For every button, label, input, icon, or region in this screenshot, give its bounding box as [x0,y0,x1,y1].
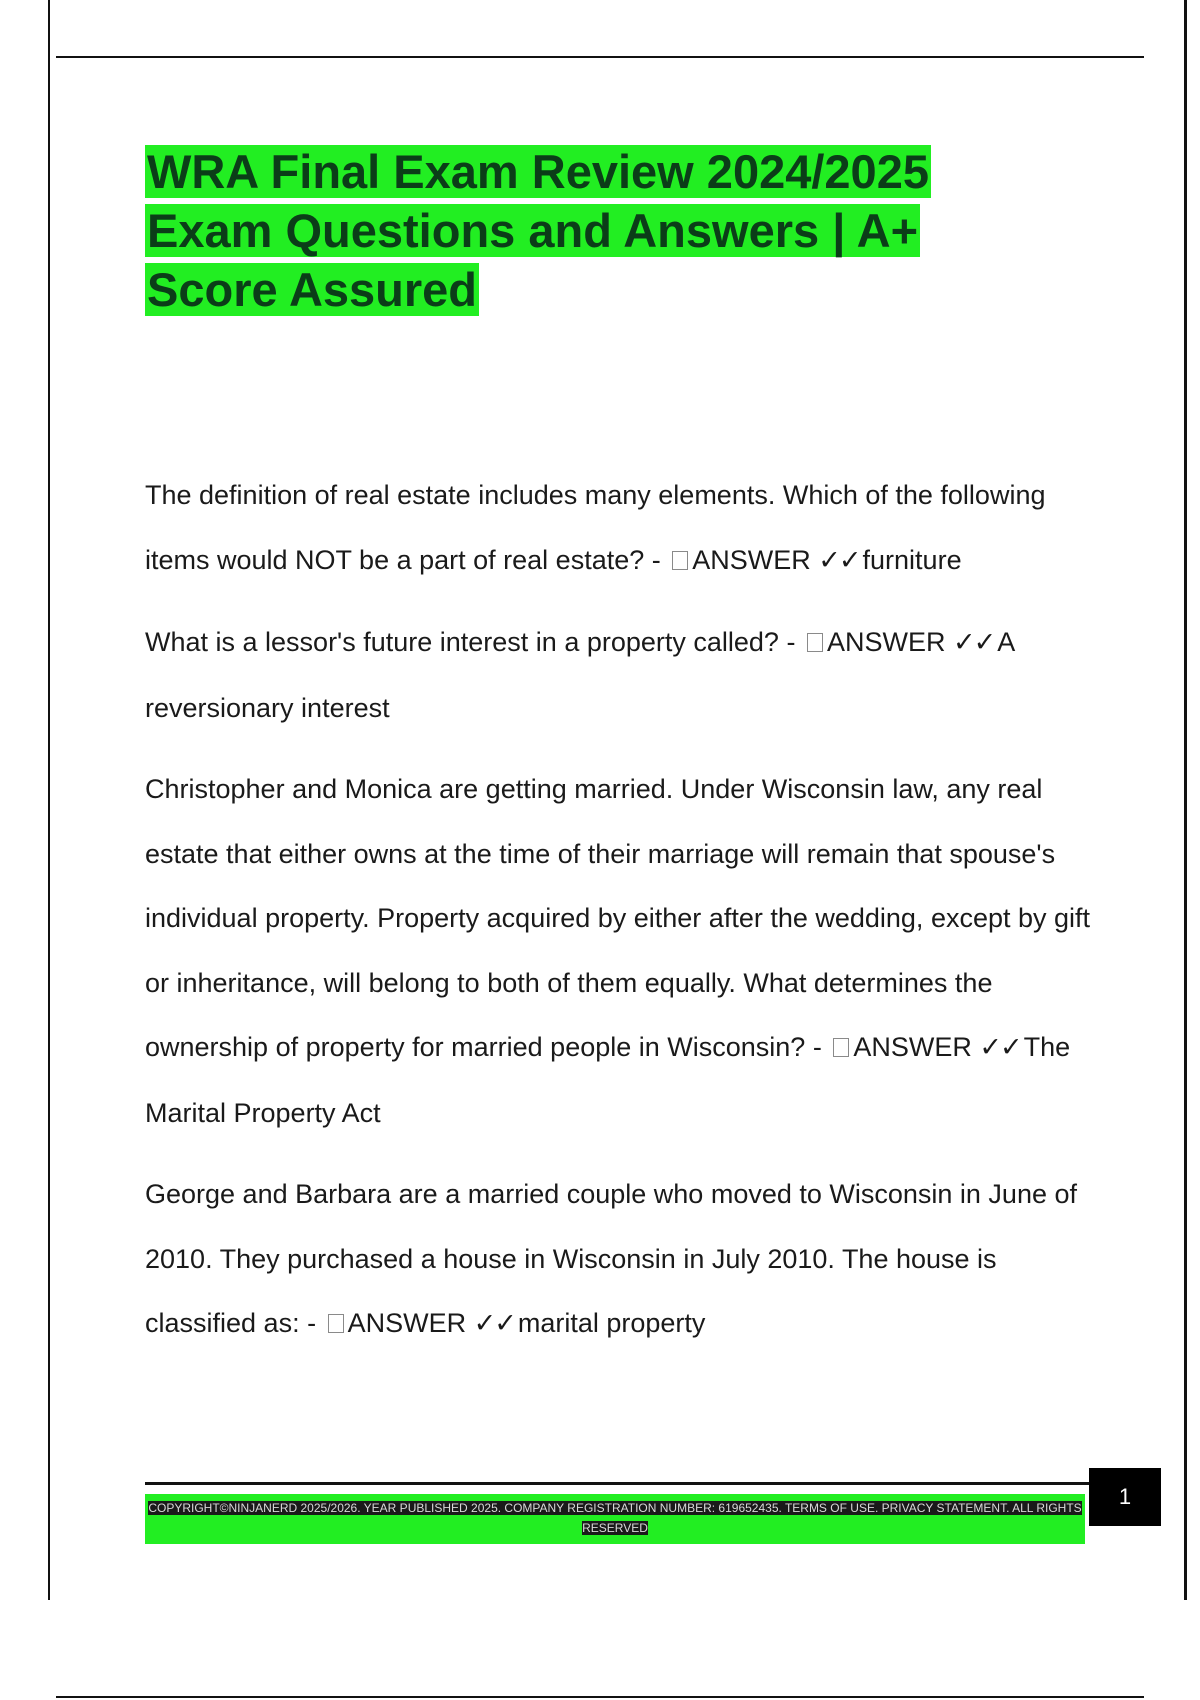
document-title [145,142,985,319]
double-check-icon: ✓✓ [952,627,995,658]
page-border-right [1184,0,1187,1600]
qa-item: George and Barbara are a married couple who moved to Wisconsin in June of 2010. They purchased a house in Wisconsin in July 2010. The house is classified as: - ANSWER ✓✓ marital property [145,1179,1078,1339]
answer-text: furniture [862,544,962,575]
bottom-divider [56,1696,1144,1698]
page-border-left [48,0,50,1600]
double-check-icon: ✓✓ [979,1032,1021,1063]
checkbox-glyph-icon [807,633,823,652]
question-text: George and Barbara are a married couple who moved to Wisconsin in June of 2010. They purchased a house in Wisconsin in July 2010. The house is classified as: [145,1179,1078,1338]
answer-text: The Marital Property Act [145,1032,1071,1128]
document-title-text: WRA Final Exam Review 2024/2025 Exam Questions and Answers | A+ Score Assured [147,145,929,316]
question-text: What is a lessor's future interest in a property called? [145,627,779,657]
answer-text: A reversionary interest [145,627,1014,723]
answer-label: ANSWER [853,1032,972,1062]
qa-list [145,463,1095,1374]
qa-item: The definition of real estate includes many elements. Which of the following items would NOT be a part of real estate? - ANSWER ✓✓ furniture [145,480,1046,576]
qa-item: Christopher and Monica are getting married. Under Wisconsin law, any real estate that either owns at the time of their marriage will remain that spouse's individual property. Property acquired by either after the wedding, except by gift or inheritance, will belong to both of them equally. What determines the ownership of property for married people in Wisconsin? - ANSWER ✓✓ The Marital Property Act [145,774,1091,1128]
checkbox-glyph-icon [672,551,688,570]
checkbox-glyph-icon [328,1314,344,1333]
double-check-icon: ✓✓ [473,1308,515,1339]
answer-label: ANSWER [826,627,946,657]
top-divider [56,56,1144,58]
answer-label: ANSWER [692,544,811,575]
checkbox-glyph-icon [833,1038,849,1057]
question-text: Christopher and Monica are getting married. Under Wisconsin law, any real estate that either owns at the time of their marriage will remain that spouse's individual property. Property acquired by either after the wedding, except by gift or inheritance, will belong to both of them equally. What determines the ownership of property for married people in Wisconsin? [145,774,1091,1062]
copyright-footer [145,1494,1085,1544]
copyright-text: COPYRIGHT©NINJANERD 2025/2026. YEAR PUBLISHED 2025. COMPANY REGISTRATION NUMBER: 619652435. TERMS OF USE. PRIVACY STATEMENT. ALL RIGHTS RESERVED [148,1501,1082,1535]
question-text: The definition of real estate includes many elements. Which of the following items would NOT be a part of real estate? [145,480,1046,575]
qa-item: What is a lessor's future interest in a property called? - ANSWER ✓✓ A reversionary interest [145,627,1014,723]
footer-divider [145,1482,1090,1485]
page-number: 1 [1089,1468,1161,1526]
answer-text: marital property [517,1308,706,1338]
answer-label: ANSWER [347,1308,467,1338]
double-check-icon: ✓✓ [818,544,860,576]
